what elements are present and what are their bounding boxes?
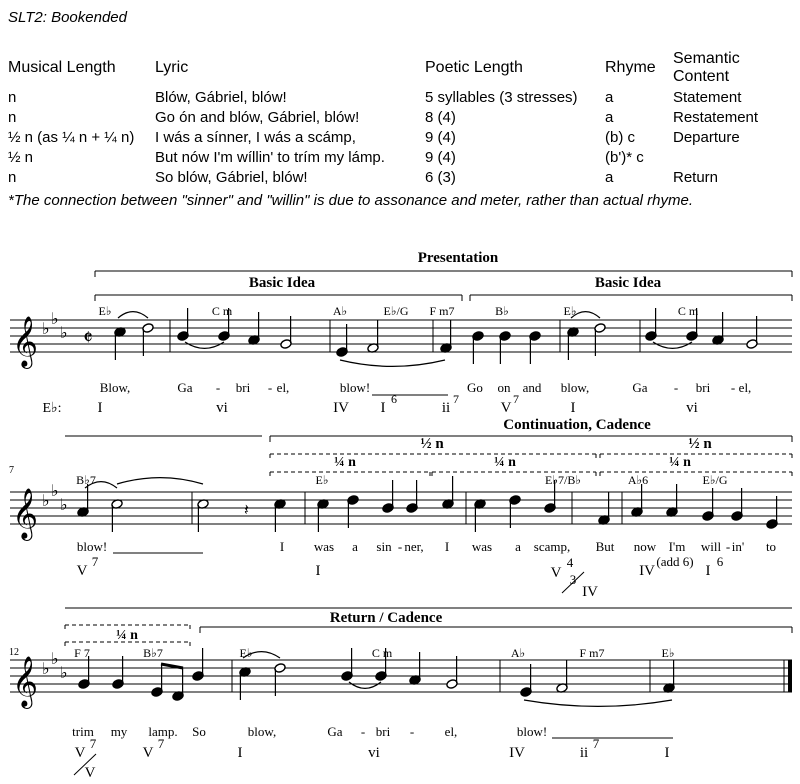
lyric-syllable: in'	[731, 539, 745, 554]
lyric-syllable: blow!	[516, 724, 548, 739]
table-row	[6, 127, 800, 147]
lyric-syllable: -	[267, 380, 273, 395]
roman-numeral: 3	[569, 572, 577, 587]
measure-number: 12	[9, 647, 19, 658]
tie	[653, 342, 692, 348]
section-label-quarter-n: ¼ n	[116, 628, 138, 643]
lyric-syllable: will	[700, 539, 722, 554]
chord-symbol: A♭	[510, 646, 526, 660]
lyric-syllable: So	[192, 724, 206, 739]
table-cell: Restatement	[673, 108, 759, 126]
column-header: Semantic Content	[673, 50, 740, 85]
lyric-syllable: Go	[467, 380, 483, 395]
table-cell	[671, 147, 800, 167]
table-cell: (b')* c	[605, 148, 644, 166]
table-cell: 5 syllables (3 stresses)	[425, 88, 578, 106]
section-label-quarter-n: ¼ n	[494, 455, 516, 470]
tie	[185, 342, 224, 348]
beam	[161, 664, 183, 668]
lyric-syllable: -	[215, 380, 221, 395]
lyric-syllable: ner,	[404, 539, 424, 554]
lyric-syllable: I	[444, 539, 450, 554]
chord-symbol: E♭/G	[383, 304, 409, 318]
flat-icon: ♭	[51, 309, 59, 328]
roman-numeral: 7	[592, 736, 600, 751]
lyric-syllable: was	[471, 539, 493, 554]
column-header: Poetic Length	[425, 59, 523, 76]
common-time-icon: 𝄵	[83, 326, 93, 351]
roman-numeral: IV	[582, 584, 598, 600]
roman-numeral: IV	[333, 400, 349, 416]
flat-icon: ♭	[42, 491, 50, 510]
flat-icon: ♭	[60, 495, 68, 514]
lyric-syllable: -	[397, 539, 403, 554]
lyric-syllable: But	[595, 539, 615, 554]
chord-symbol: B♭7	[76, 473, 96, 487]
table-cell: 9 (4)	[425, 148, 456, 166]
table-cell: n	[8, 108, 17, 126]
lyric-syllable: Blow,	[99, 380, 131, 395]
lyric-syllable: -	[409, 724, 415, 739]
table-cell: n	[8, 88, 17, 106]
lyric-syllable: blow!	[76, 539, 108, 554]
treble-clef-icon: 𝄞	[12, 488, 39, 539]
lyric-syllable: -	[673, 380, 679, 395]
table-cell: n	[8, 168, 17, 186]
roman-numeral: ii	[579, 745, 589, 761]
chord-symbol: A♭	[332, 304, 348, 318]
roman-numeral: 6	[391, 392, 397, 406]
table-row	[6, 87, 800, 107]
lyric-syllable: Ga	[327, 724, 343, 739]
roman-numeral: 7	[91, 554, 99, 569]
table-header-row	[6, 50, 800, 87]
flat-icon: ♭	[51, 481, 59, 500]
column-header: Rhyme	[605, 59, 656, 76]
table-row	[6, 147, 800, 167]
table-cell: 9 (4)	[425, 128, 456, 146]
phrase-slur	[524, 700, 672, 706]
roman-numeral: V	[500, 400, 512, 416]
flat-icon: ♭	[60, 663, 68, 682]
roman-numeral: ii	[441, 400, 451, 416]
lyric-syllable: lamp.	[148, 724, 178, 739]
tie-long	[117, 478, 203, 484]
lyric-syllable: blow,	[560, 380, 590, 395]
section-label-presentation: Presentation	[417, 250, 499, 266]
lyric-syllable: -	[360, 724, 366, 739]
lyric-syllable: Ga	[632, 380, 648, 395]
lyric-syllable: el,	[738, 380, 752, 395]
section-label-basic-idea: Basic Idea	[248, 275, 316, 291]
table-cell: I wás a sínner, I wás a scámp,	[155, 128, 356, 146]
roman-numeral: I	[380, 400, 386, 416]
roman-numeral: 4	[566, 555, 574, 570]
table-cell: Return	[673, 168, 719, 186]
lyric-syllable: el,	[276, 380, 290, 395]
table-cell: But nów I'm wíllin' to trím my lámp.	[155, 148, 385, 166]
key-label: E♭:	[42, 401, 62, 416]
flat-icon: ♭	[60, 323, 68, 342]
table-cell: Statement	[673, 88, 742, 106]
section-label-half-n: ½ n	[420, 436, 444, 452]
lyric-syllable: on	[497, 380, 511, 395]
table-cell: 6 (3)	[425, 168, 456, 186]
table-row	[6, 107, 800, 127]
treble-clef-icon: 𝄞	[12, 316, 39, 367]
quarter-rest-icon: 𝄽	[244, 500, 249, 519]
roman-numeral: V	[550, 565, 562, 581]
column-header: Musical Length	[8, 59, 116, 76]
chord-symbol: F m7	[579, 646, 605, 660]
chord-symbol: B♭7	[143, 646, 163, 660]
chord-symbol: A♭6	[627, 473, 649, 487]
roman-numeral: vi	[686, 400, 698, 416]
roman-numeral: 7	[89, 736, 97, 751]
chord-symbol: E♭	[315, 473, 329, 487]
roman-numeral: V	[84, 765, 96, 781]
roman-numeral: I	[237, 745, 243, 761]
table-cell: So blów, Gábriel, blów!	[155, 168, 308, 186]
roman-numeral: V	[142, 745, 154, 761]
chord-symbol: E♭	[239, 646, 253, 660]
table-cell: a	[605, 88, 614, 106]
table-cell: Go ón and blów, Gábriel, blów!	[155, 108, 360, 126]
section-label-return: Return / Cadence	[329, 610, 443, 626]
chord-symbol: C m	[677, 304, 699, 318]
roman-numeral: I	[315, 563, 321, 579]
roman-numeral: IV	[639, 563, 655, 579]
page-title: SLT2: Bookended	[8, 9, 127, 26]
lyric-syllable: was	[313, 539, 335, 554]
section-label-quarter-n: ¼ n	[334, 455, 356, 470]
table-cell: ½ n	[8, 148, 34, 166]
section-label-continuation: Continuation, Cadence	[503, 417, 651, 433]
roman-numeral: vi	[368, 745, 380, 761]
roman-numeral: 7	[157, 736, 165, 751]
slur	[118, 312, 148, 318]
lyric-syllable: to	[765, 539, 777, 554]
roman-numeral: 7	[513, 392, 519, 406]
lyric-syllable: scamp,	[533, 539, 571, 554]
section-label-basic-idea: Basic Idea	[594, 275, 662, 291]
lyric-syllable: -	[730, 380, 736, 395]
score-layer	[9, 250, 792, 781]
flat-icon: ♭	[51, 649, 59, 668]
analysis-table	[6, 50, 800, 187]
lyric-syllable: -	[725, 539, 731, 554]
roman-numeral: I	[705, 563, 711, 579]
section-label-quarter-n: ¼ n	[669, 455, 691, 470]
roman-numeral: IV	[509, 745, 525, 761]
table-cell: (b) c	[605, 128, 635, 146]
chord-symbol: C m	[211, 304, 233, 318]
lyric-syllable: a	[515, 539, 521, 554]
music-score	[0, 240, 800, 784]
lyric-syllable: trim	[72, 724, 94, 739]
tie	[349, 682, 381, 688]
lyric-syllable: and	[522, 380, 542, 395]
lyric-syllable: blow,	[247, 724, 277, 739]
table-cell: Blów, Gábriel, blów!	[155, 88, 287, 106]
chord-symbol: E♭7/B♭	[545, 473, 581, 487]
lyric-syllable: bri	[695, 380, 711, 395]
lyric-syllable: blow!	[339, 380, 371, 395]
chord-symbol: E♭/G	[702, 473, 728, 487]
chord-symbol: E♭	[661, 646, 675, 660]
lyric-syllable: Ga	[177, 380, 193, 395]
flat-icon: ♭	[42, 659, 50, 678]
chord-symbol: E♭	[98, 304, 112, 318]
phrase-slur	[340, 360, 445, 366]
roman-numeral: (add 6)	[656, 554, 694, 569]
roman-numeral: V	[74, 745, 86, 761]
flat-icon: ♭	[42, 319, 50, 338]
roman-numeral: 6	[716, 554, 724, 569]
lyric-syllable: bri	[375, 724, 391, 739]
chord-symbol: C m	[371, 646, 393, 660]
roman-numeral: I	[97, 400, 103, 416]
roman-numeral: 7	[453, 392, 459, 406]
lyric-syllable: sin	[376, 539, 392, 554]
chord-symbol: F 7	[74, 646, 90, 660]
chord-symbol: B♭	[495, 304, 509, 318]
table-row	[6, 167, 800, 187]
roman-numeral: V	[76, 563, 88, 579]
lyric-syllable: I'm	[668, 539, 686, 554]
roman-numeral: vi	[216, 400, 228, 416]
chord-symbol: E♭	[563, 304, 577, 318]
section-label-half-n: ½ n	[688, 436, 712, 452]
lyric-syllable: a	[352, 539, 358, 554]
table-cell: 8 (4)	[425, 108, 456, 126]
table-cell: a	[605, 168, 614, 186]
treble-clef-icon: 𝄞	[12, 656, 39, 707]
lyric-syllable: I	[279, 539, 285, 554]
roman-numeral: I	[570, 400, 576, 416]
roman-numeral: I	[664, 745, 670, 761]
chord-symbol: F m7	[429, 304, 455, 318]
lyric-syllable: now	[633, 539, 657, 554]
measure-number: 7	[9, 465, 14, 476]
lyric-syllable: my	[110, 724, 128, 739]
footnote: *The connection between "sinner" and "willin" is due to assonance and meter, rather than actual rhyme.	[8, 192, 694, 209]
table-cell: Departure	[673, 128, 740, 146]
column-header: Lyric	[155, 59, 189, 76]
lyric-syllable: bri	[235, 380, 251, 395]
lyric-syllable: el,	[444, 724, 458, 739]
table-cell: ½ n (as ¼ n + ¼ n)	[8, 128, 135, 146]
table-cell: a	[605, 108, 614, 126]
